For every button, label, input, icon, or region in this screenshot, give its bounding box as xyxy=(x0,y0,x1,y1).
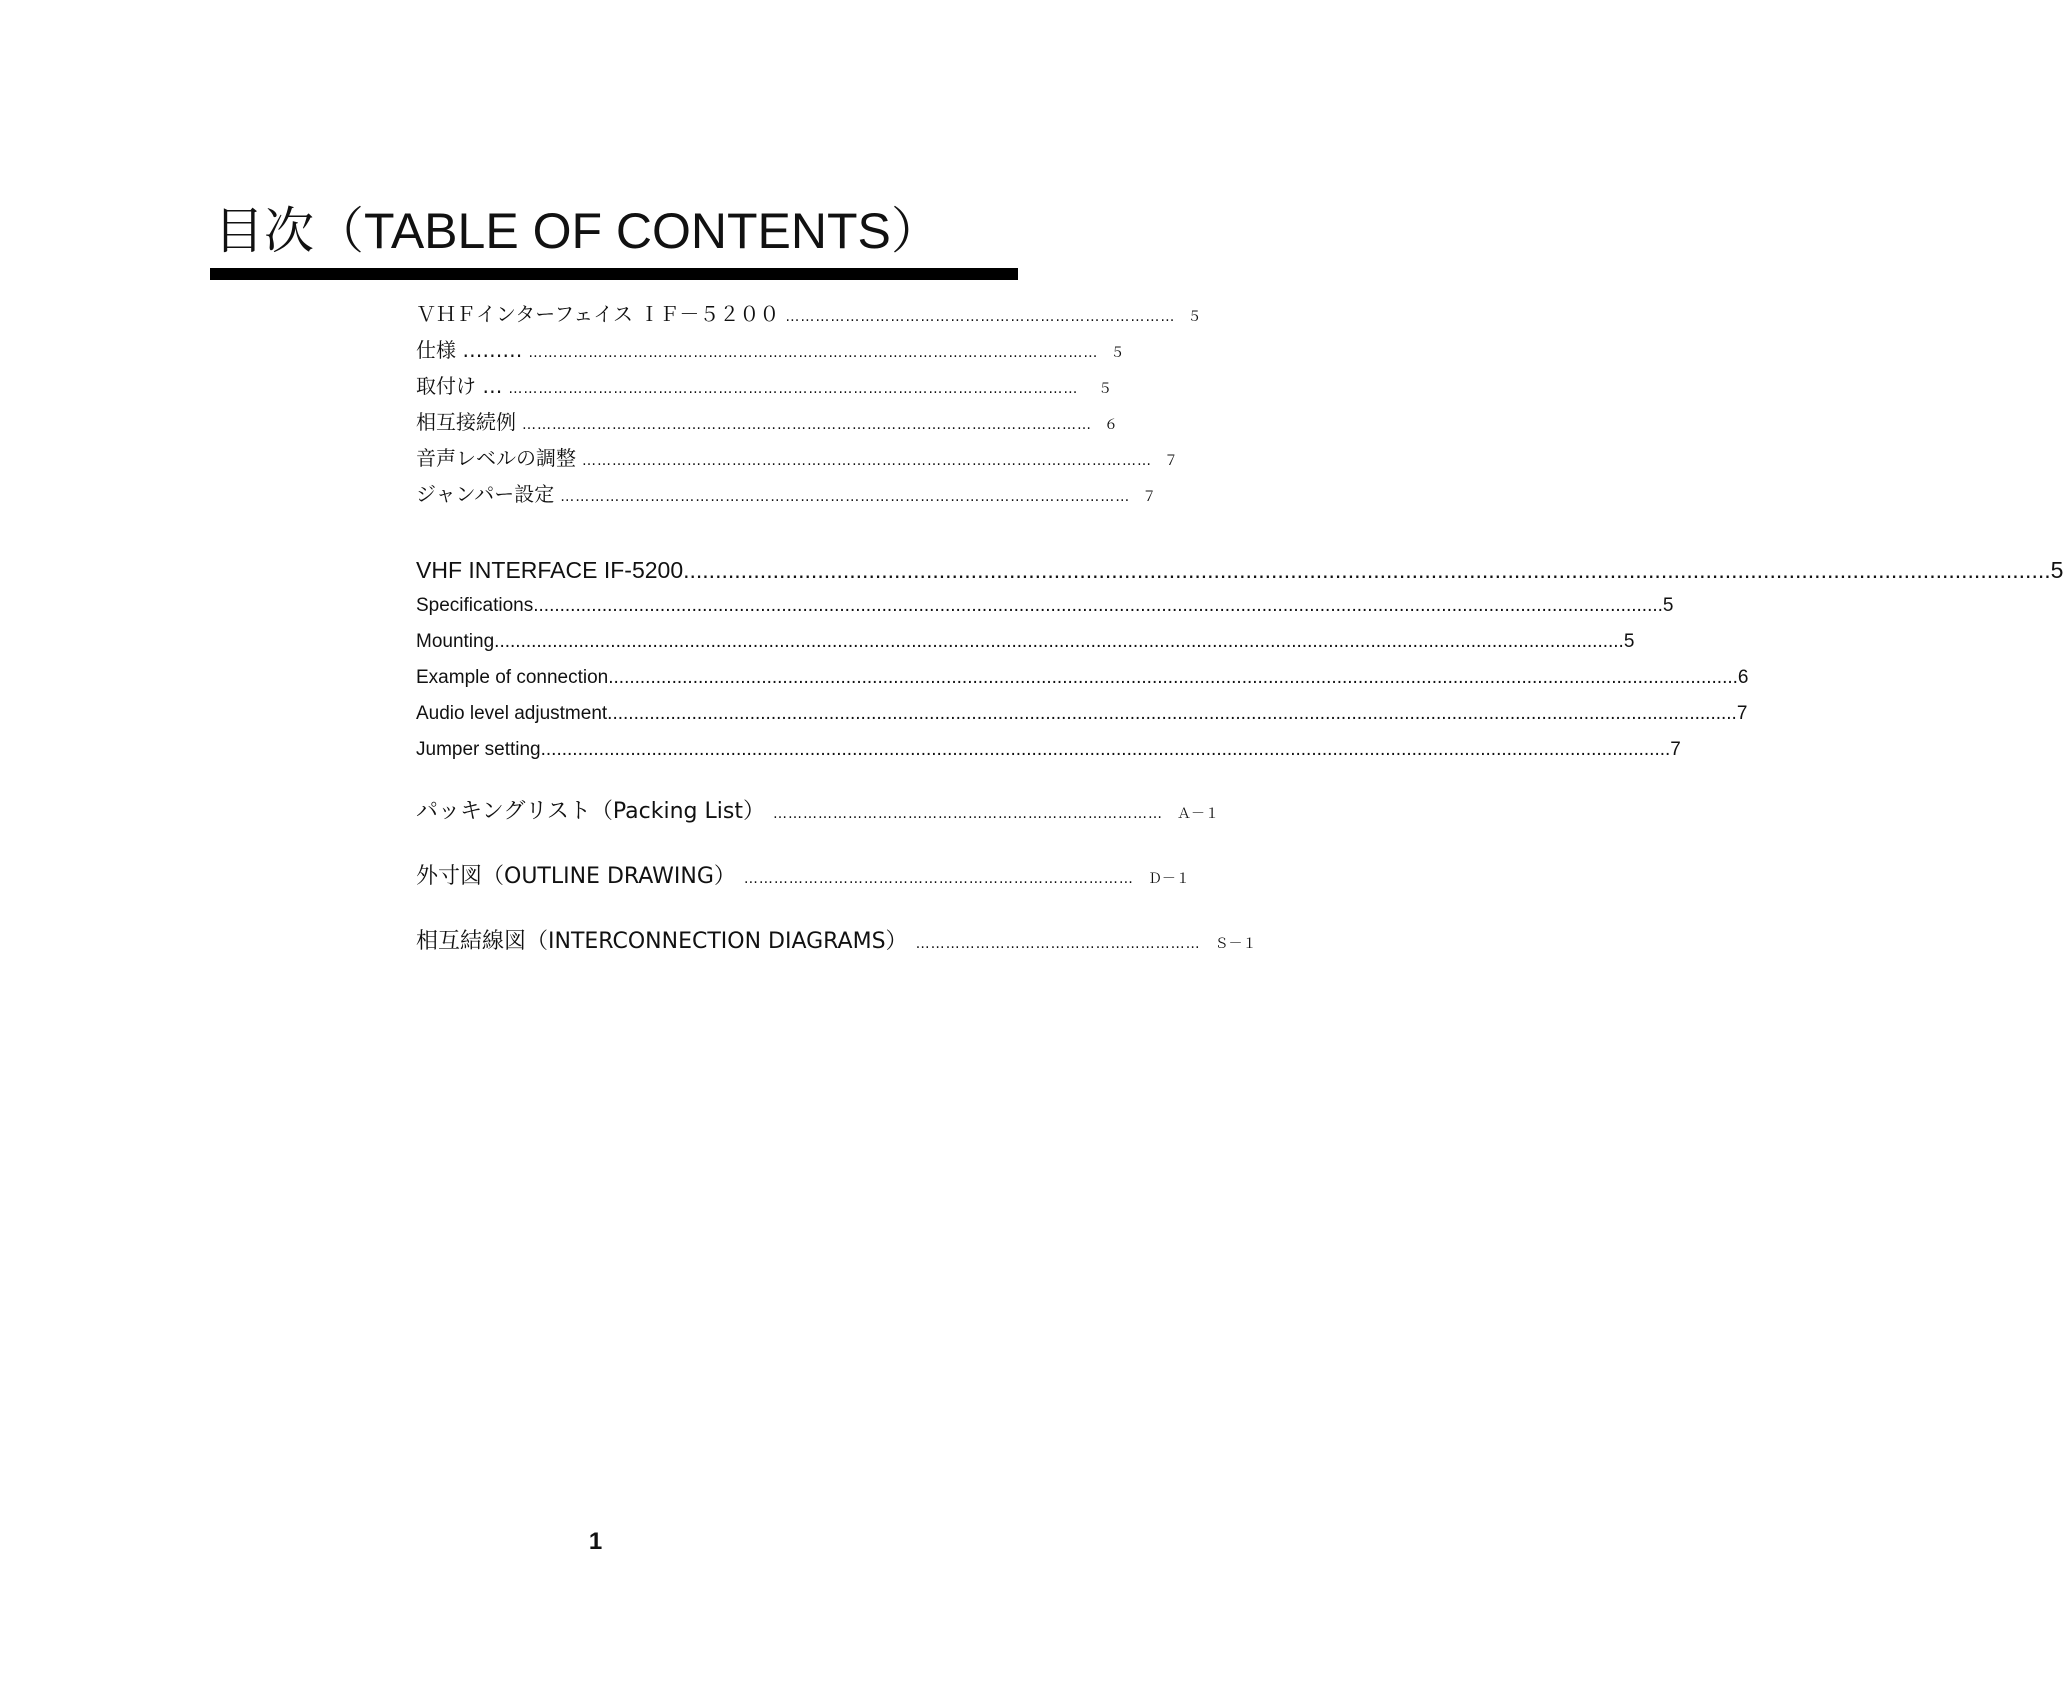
toc-jp-page: ７ xyxy=(1142,489,1157,505)
toc-en-page: 6 xyxy=(1737,667,1749,688)
toc-jp-label: 相互接続例 xyxy=(416,410,516,434)
toc-jp-entry[interactable] xyxy=(416,404,1118,440)
toc-en-label: Specifications xyxy=(416,595,534,616)
toc-jp-page: ５ xyxy=(1110,345,1125,361)
toc-jp-leader: …………………………………………………………………………………………………… xyxy=(560,489,1131,505)
toc-section-entry[interactable] xyxy=(416,857,1190,897)
toc-en-leader xyxy=(541,732,1671,768)
toc-en-leader xyxy=(683,552,2051,588)
toc-english xyxy=(416,552,2063,768)
toc-en-page: 5 xyxy=(1662,595,1674,616)
toc-jp-page: ７ xyxy=(1164,453,1178,469)
toc-section-page: Ｓ－１ xyxy=(1214,936,1257,952)
toc-jp-leader: …………………………………………………………………………………………………… xyxy=(582,453,1152,469)
toc-en-entry[interactable] xyxy=(416,588,1674,624)
toc-en-label: Audio level adjustment xyxy=(416,703,608,724)
toc-jp-page: ５ xyxy=(1187,309,1202,325)
toc-jp-label: 仕様 ……… xyxy=(416,338,523,362)
toc-section-page: Ａ－１ xyxy=(1176,806,1219,822)
toc-en-leader xyxy=(607,696,1737,732)
toc-en-label: VHF INTERFACE IF-5200 xyxy=(416,557,684,583)
toc-en-leader xyxy=(494,624,1624,660)
toc-en-page: 5 xyxy=(1623,631,1635,652)
toc-section-label: パッキングリスト（Packing List） xyxy=(416,799,765,824)
toc-section-leader: ………………………………………………… xyxy=(915,936,1201,952)
toc-jp-entry[interactable] xyxy=(416,332,1125,368)
toc-en-entry[interactable] xyxy=(416,660,1749,696)
toc-en-page: 5 xyxy=(2050,557,2063,583)
toc-section-entry[interactable] xyxy=(416,792,1219,832)
toc-en-leader xyxy=(608,660,1738,696)
toc-section-leader: …………………………………………………………………… xyxy=(743,871,1134,887)
toc-section-leader: …………………………………………………………………… xyxy=(772,806,1163,822)
toc-section-label: 相互結線図（INTERCONNECTION DIAGRAMS） xyxy=(416,929,908,954)
toc-jp-page: ６ xyxy=(1104,417,1118,433)
toc-jp-leader: …………………………………………………………………… xyxy=(785,309,1176,325)
toc-jp-page: ５ xyxy=(1098,381,1112,397)
toc-jp-leader: …………………………………………………………………………………………………… xyxy=(508,381,1079,397)
toc-jp-label: ジャンパー設定 xyxy=(416,482,555,506)
toc-jp-label: ＶＨＦインターフェイス ＩＦ－５２００ xyxy=(416,302,780,326)
toc-jp-leader: …………………………………………………………………………………………………… xyxy=(522,417,1092,433)
toc-jp-entry[interactable] xyxy=(416,296,1202,332)
toc-en-entry[interactable] xyxy=(416,732,1681,768)
toc-en-label: Example of connection xyxy=(416,667,609,688)
page-number: 1 xyxy=(588,1528,603,1555)
toc-japanese xyxy=(416,296,1202,512)
toc-jp-entry[interactable] xyxy=(416,440,1178,476)
toc-en-entry[interactable] xyxy=(416,552,2063,588)
toc-en-entry[interactable] xyxy=(416,624,1635,660)
toc-jp-entry[interactable] xyxy=(416,476,1157,512)
toc-jp-label: 取付け … xyxy=(416,374,503,398)
toc-section-label: 外寸図（OUTLINE DRAWING） xyxy=(416,864,736,889)
toc-jp-entry[interactable] xyxy=(416,368,1112,404)
toc-en-label: Jumper setting xyxy=(416,739,541,760)
toc-jp-leader: …………………………………………………………………………………………………… xyxy=(528,345,1099,361)
toc-en-entry[interactable] xyxy=(416,696,1748,732)
page-title: 目次（TABLE OF CONTENTS） xyxy=(214,203,941,259)
toc-section-entry[interactable] xyxy=(416,922,1257,962)
title-underline xyxy=(210,268,1018,280)
toc-en-leader xyxy=(533,588,1663,624)
toc-sections xyxy=(416,792,1257,962)
toc-en-label: Mounting xyxy=(416,631,495,652)
toc-jp-label: 音声レベルの調整 xyxy=(416,446,576,470)
toc-section-page: Ｄ－１ xyxy=(1147,871,1190,887)
toc-en-page: 7 xyxy=(1670,739,1681,760)
toc-en-page: 7 xyxy=(1736,703,1748,724)
